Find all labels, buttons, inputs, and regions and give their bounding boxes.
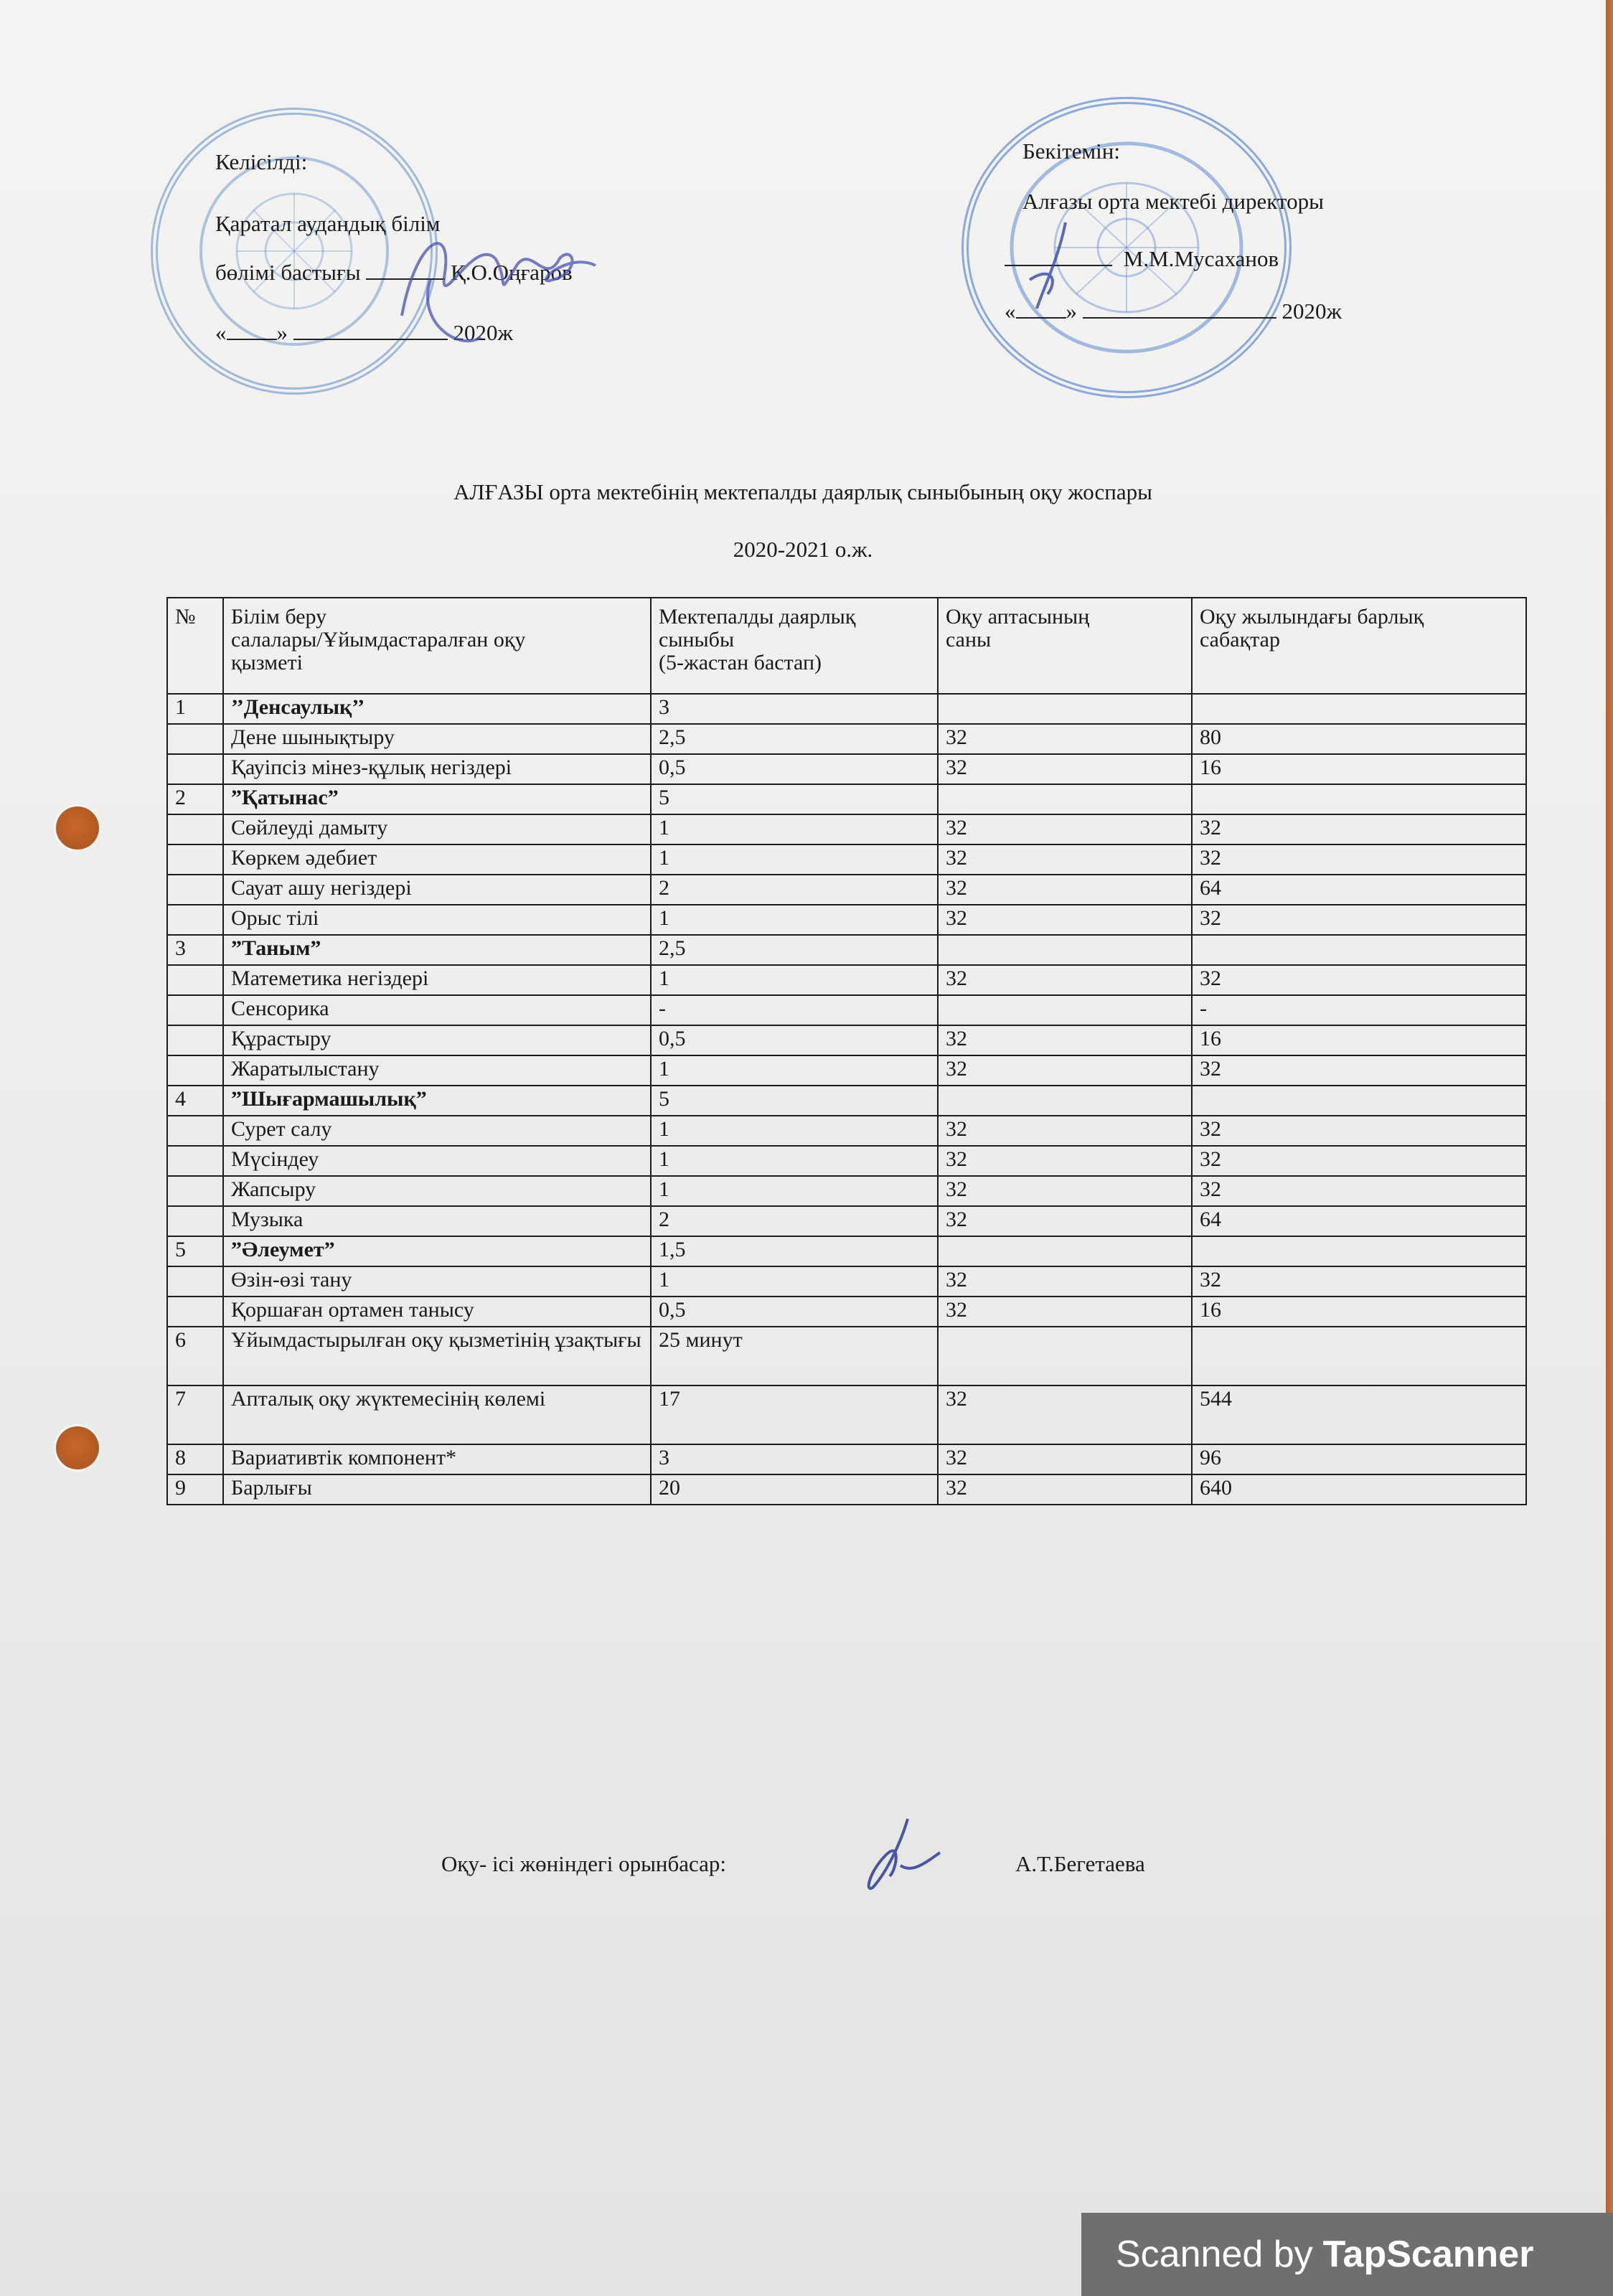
row-hours-per-week: 1	[651, 814, 938, 844]
row-subject: Қауіпсіз мінез-құлық негіздері	[223, 754, 651, 784]
agreed-position-text: бөлімі бастығы	[215, 260, 361, 285]
row-subject: Апталық оқу жүктемесінің көлемі	[223, 1385, 651, 1444]
table-row	[167, 905, 1526, 935]
row-total-lessons	[1192, 1327, 1526, 1385]
row-subject: Барлығы	[223, 1474, 651, 1505]
row-number	[167, 875, 223, 905]
row-hours-per-week: -	[651, 995, 938, 1025]
row-hours-per-week: 17	[651, 1385, 938, 1444]
quote-open: «	[1005, 298, 1016, 324]
day-line	[227, 336, 277, 340]
agreed-name: Қ.О.Оңғаров	[451, 260, 573, 285]
row-hours-per-week: 5	[651, 784, 938, 814]
table-row	[167, 1297, 1526, 1327]
row-weeks	[938, 1236, 1192, 1266]
row-subject: ”Шығармашылық”	[223, 1086, 651, 1116]
row-hours-per-week: 1	[651, 1146, 938, 1176]
row-weeks: 32	[938, 754, 1192, 784]
row-total-lessons: 32	[1192, 1266, 1526, 1297]
row-subject: Музыка	[223, 1206, 651, 1236]
table-row	[167, 784, 1526, 814]
row-weeks	[938, 784, 1192, 814]
row-total-lessons: 64	[1192, 875, 1526, 905]
row-hours-per-week: 0,5	[651, 754, 938, 784]
row-weeks: 32	[938, 1176, 1192, 1206]
row-hours-per-week: 2	[651, 875, 938, 905]
header-subject-line: қызметі	[231, 651, 303, 674]
row-weeks: 32	[938, 905, 1192, 935]
approved-position: Алғазы орта мектебі директоры	[1022, 189, 1324, 214]
row-number	[167, 844, 223, 875]
row-subject: Дене шынықтыру	[223, 724, 651, 754]
row-total-lessons: 32	[1192, 965, 1526, 995]
row-number	[167, 1025, 223, 1055]
table-row	[167, 1146, 1526, 1176]
row-subject: ’’Денсаулық’’	[223, 694, 651, 724]
row-number: 2	[167, 784, 223, 814]
row-subject: Қоршаған ортамен танысу	[223, 1297, 651, 1327]
table-row	[167, 1474, 1526, 1505]
row-hours-per-week: 1	[651, 1055, 938, 1086]
row-weeks	[938, 1086, 1192, 1116]
background-wood-edge	[1606, 0, 1613, 2296]
agreed-org: Қаратал аудандық білім	[215, 211, 441, 236]
table-row	[167, 1086, 1526, 1116]
quote-close: »	[276, 320, 288, 345]
row-number	[167, 1116, 223, 1146]
row-hours-per-week: 1	[651, 1116, 938, 1146]
header-subject-line: Білім беру	[231, 605, 327, 629]
row-total-lessons: 32	[1192, 1055, 1526, 1086]
curriculum-table	[166, 597, 1527, 1505]
row-weeks: 32	[938, 1474, 1192, 1505]
agreed-heading: Келісілді:	[215, 149, 308, 174]
row-number	[167, 995, 223, 1025]
table-row	[167, 1266, 1526, 1297]
row-number	[167, 905, 223, 935]
row-weeks: 32	[938, 1055, 1192, 1086]
row-hours-per-week: 25 минут	[651, 1327, 938, 1385]
deputy-role: Оқу- ісі жөніндегі орынбасар:	[441, 1851, 727, 1876]
row-weeks	[938, 995, 1192, 1025]
row-subject: Жаратылыстану	[223, 1055, 651, 1086]
row-hours-per-week: 1	[651, 965, 938, 995]
row-total-lessons: 32	[1192, 905, 1526, 935]
signature-left-icon	[387, 208, 603, 359]
row-total-lessons: 32	[1192, 814, 1526, 844]
row-subject: Матеметика негіздері	[223, 965, 651, 995]
row-weeks: 32	[938, 1444, 1192, 1474]
watermark-brand: TapScanner	[1322, 2234, 1534, 2275]
header-total-line: сабақтар	[1200, 628, 1280, 651]
row-weeks	[938, 1327, 1192, 1385]
row-subject: Құрастыру	[223, 1025, 651, 1055]
row-hours-per-week: 3	[651, 1444, 938, 1474]
row-subject: ”Таным”	[223, 935, 651, 965]
row-number	[167, 1297, 223, 1327]
row-hours-per-week: 0,5	[651, 1025, 938, 1055]
row-hours-per-week: 1	[651, 1266, 938, 1297]
row-hours-per-week: 20	[651, 1474, 938, 1505]
academic-year: 2020-2021 о.ж.	[733, 537, 873, 562]
row-subject: Ұйымдастырылған оқу қызметінің ұзақтығы	[223, 1327, 651, 1385]
header-class-line: (5-жастан бастап)	[659, 651, 822, 674]
row-subject: ”Қатынас”	[223, 784, 651, 814]
header-class-line: Мектепалды даярлық	[659, 605, 856, 629]
row-total-lessons: 16	[1192, 754, 1526, 784]
row-hours-per-week: 1	[651, 1176, 938, 1206]
table-row	[167, 875, 1526, 905]
row-total-lessons: 96	[1192, 1444, 1526, 1474]
agreed-year: 2020ж	[453, 320, 513, 345]
row-subject: Өзін-өзі тану	[223, 1266, 651, 1297]
header-weeks-line: Оқу аптасының	[946, 605, 1090, 629]
tapscanner-watermark	[1081, 2213, 1613, 2296]
watermark-prefix: Scanned by	[1116, 2234, 1313, 2275]
row-number	[167, 1146, 223, 1176]
row-subject: Орыс тілі	[223, 905, 651, 935]
row-weeks: 32	[938, 1146, 1192, 1176]
row-weeks: 32	[938, 1297, 1192, 1327]
row-total-lessons: 544	[1192, 1385, 1526, 1444]
approved-name: М.М.Мусаханов	[1123, 246, 1279, 271]
row-hours-per-week: 0,5	[651, 1297, 938, 1327]
row-number: 3	[167, 935, 223, 965]
row-subject: Сауат ашу негіздері	[223, 875, 651, 905]
row-subject: Көркем әдебиет	[223, 844, 651, 875]
approved-heading: Бекітемін:	[1022, 138, 1120, 164]
row-total-lessons: 640	[1192, 1474, 1526, 1505]
table-row	[167, 844, 1526, 875]
table-row	[167, 1116, 1526, 1146]
header-weeks-line: саны	[946, 628, 992, 651]
row-weeks: 32	[938, 1385, 1192, 1444]
row-total-lessons: -	[1192, 995, 1526, 1025]
row-total-lessons	[1192, 784, 1526, 814]
row-total-lessons	[1192, 1086, 1526, 1116]
header-number: №	[167, 598, 223, 694]
header-class-line: сыныбы	[659, 628, 735, 651]
table-row	[167, 724, 1526, 754]
row-total-lessons	[1192, 935, 1526, 965]
table-row	[167, 1206, 1526, 1236]
row-weeks: 32	[938, 875, 1192, 905]
table-row	[167, 1444, 1526, 1474]
row-total-lessons: 32	[1192, 844, 1526, 875]
table-header-row	[167, 598, 1526, 694]
table-row	[167, 935, 1526, 965]
table-row	[167, 1385, 1526, 1444]
row-total-lessons: 16	[1192, 1297, 1526, 1327]
row-number	[167, 1055, 223, 1086]
row-number: 5	[167, 1236, 223, 1266]
header-total-line: Оқу жылындағы барлық	[1200, 605, 1424, 629]
table-row	[167, 1327, 1526, 1385]
header-preschool-class	[651, 598, 938, 694]
row-hours-per-week: 3	[651, 694, 938, 724]
row-total-lessons: 32	[1192, 1116, 1526, 1146]
row-weeks: 32	[938, 814, 1192, 844]
row-hours-per-week: 1,5	[651, 1236, 938, 1266]
header-subject	[223, 598, 651, 694]
row-weeks: 32	[938, 844, 1192, 875]
row-hours-per-week: 2	[651, 1206, 938, 1236]
row-hours-per-week: 2,5	[651, 724, 938, 754]
signature-right-icon	[1015, 215, 1094, 316]
table-row	[167, 1025, 1526, 1055]
header-total-lessons	[1192, 598, 1526, 694]
row-subject: Мүсіндеу	[223, 1146, 651, 1176]
quote-open: «	[215, 320, 227, 345]
deputy-name: А.Т.Бегетаева	[1015, 1851, 1145, 1876]
row-subject: Жапсыру	[223, 1176, 651, 1206]
signature-deputy-icon	[857, 1815, 958, 1894]
header-weeks	[938, 598, 1192, 694]
punch-hole-top	[56, 806, 99, 850]
quote-close: »	[1066, 298, 1077, 324]
table-row	[167, 1176, 1526, 1206]
punch-hole-bottom	[56, 1426, 99, 1469]
row-number	[167, 724, 223, 754]
row-total-lessons: 32	[1192, 1146, 1526, 1176]
row-hours-per-week: 5	[651, 1086, 938, 1116]
row-hours-per-week: 2,5	[651, 935, 938, 965]
row-number: 1	[167, 694, 223, 724]
row-number	[167, 1206, 223, 1236]
header-subject-line: салалары/Ұйымдастаралған оқу	[231, 628, 526, 651]
table-row	[167, 1055, 1526, 1086]
row-subject: Вариативтік компонент*	[223, 1444, 651, 1474]
row-number: 6	[167, 1327, 223, 1385]
table-row	[167, 965, 1526, 995]
row-total-lessons	[1192, 1236, 1526, 1266]
approved-year: 2020ж	[1282, 298, 1342, 324]
row-total-lessons: 80	[1192, 724, 1526, 754]
row-total-lessons: 32	[1192, 1176, 1526, 1206]
row-number	[167, 1176, 223, 1206]
month-line	[1083, 314, 1276, 319]
row-subject: Сөйлеуді дамыту	[223, 814, 651, 844]
row-number	[167, 814, 223, 844]
row-number	[167, 1266, 223, 1297]
table-row	[167, 1236, 1526, 1266]
row-hours-per-week: 1	[651, 905, 938, 935]
row-weeks: 32	[938, 1266, 1192, 1297]
row-number: 8	[167, 1444, 223, 1474]
row-weeks: 32	[938, 724, 1192, 754]
row-weeks: 32	[938, 1116, 1192, 1146]
row-subject: Сурет салу	[223, 1116, 651, 1146]
row-total-lessons: 16	[1192, 1025, 1526, 1055]
row-subject: ”Әлеумет”	[223, 1236, 651, 1266]
table-row	[167, 995, 1526, 1025]
row-number: 9	[167, 1474, 223, 1505]
row-hours-per-week: 1	[651, 844, 938, 875]
row-total-lessons: 64	[1192, 1206, 1526, 1236]
document-title: АЛҒАЗЫ орта мектебінің мектепалды даярлық сыныбының оқу жоспары	[453, 479, 1152, 504]
row-number: 7	[167, 1385, 223, 1444]
row-number: 4	[167, 1086, 223, 1116]
row-weeks: 32	[938, 1025, 1192, 1055]
row-weeks	[938, 694, 1192, 724]
table-row	[167, 694, 1526, 724]
row-number	[167, 965, 223, 995]
table-row	[167, 754, 1526, 784]
row-number	[167, 754, 223, 784]
row-weeks: 32	[938, 1206, 1192, 1236]
row-total-lessons	[1192, 694, 1526, 724]
table-row	[167, 814, 1526, 844]
row-subject: Сенсорика	[223, 995, 651, 1025]
row-weeks: 32	[938, 965, 1192, 995]
row-weeks	[938, 935, 1192, 965]
